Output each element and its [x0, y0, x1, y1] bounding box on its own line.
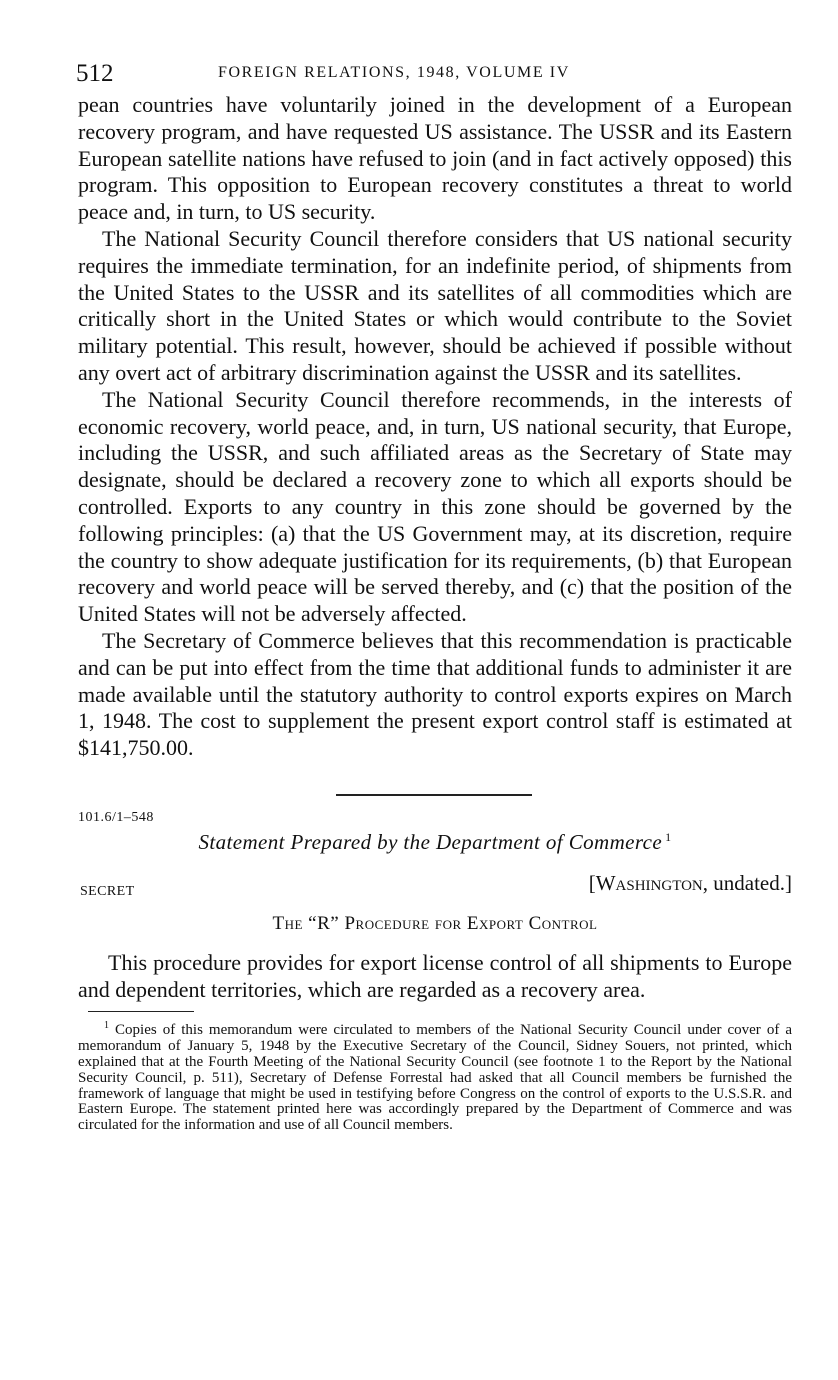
- body-paragraph-continued: pean countries have voluntarily joined in the development of a European recovery program, and have requested US assistance. The USSR and its Eastern European satellite nations have refused to join (and in fact actively opposed) this program. This opposition to European recovery constitutes a threat to world peace and, in turn, to US security.: [78, 92, 792, 225]
- footnote: [78, 1018, 792, 1134]
- body-text: [78, 92, 792, 762]
- page-header: [78, 60, 792, 92]
- page-number: 512: [76, 60, 114, 87]
- document-page: [78, 60, 792, 1134]
- classification-label: SECRET: [80, 883, 135, 899]
- footnote-divider: [88, 1011, 194, 1012]
- dateline-place: Washington: [595, 870, 703, 895]
- procedure-paragraph: This procedure provides for export license control of all shipments to Europe and dependent territories, which are regarded as a recovery area.: [78, 949, 792, 1002]
- footnote-reference: 1: [665, 829, 672, 844]
- section-heading: The “R” Procedure for Export Control: [272, 912, 598, 934]
- document-title: [78, 830, 792, 855]
- body-paragraph: The National Security Council therefore recommends, in the interests of economic recovery, world peace, and, in turn, US national security, that Europe, including the USSR, and such affiliated areas as the Secretary of State may designate, should be declared a recovery zone to which all exports should be controlled. Exports to any country in this zone should be governed by the following principles: (a) that the US Government may, at its discretion, require the country to show adequate justification for its requirements, (b) that European recovery and world peace will be served thereby, and (c) that the position of the United States will not be adversely affected.: [78, 386, 792, 627]
- body-paragraph: The Secretary of Commerce believes that this recommendation is practicable and can be put into effect from the time that additional funds to administer it are made available until the statutory authority to control exports expires on March 1, 1948. The cost to supplement the present export control staff is estimated at $141,750.00.: [78, 627, 792, 761]
- body-paragraph: The National Security Council therefore considers that US national security requires the immediate termination, for an indefinite period, of shipments from the United States to the USSR and its satellites of all commodities which are critically short in the United States or which would contribute to the Soviet military potential. This result, however, should be achieved if possible without any overt act of arbitrary discrimination against the USSR and its satellites.: [78, 225, 792, 385]
- dateline-suffix: , undated.]: [702, 870, 792, 895]
- dateline-prefix: [: [588, 870, 596, 895]
- document-file-number: 101.6/1–548: [78, 809, 154, 825]
- footnote-marker: 1: [104, 1019, 109, 1031]
- dateline: [589, 871, 792, 896]
- footnote-text: Copies of this memorandum were circulated to members of the National Security Council under cover of a memorandum of January 5, 1948 by the Executive Secretary of the Council, Sidney Souers, not printed, which explained that at the Fourth Meeting of the National Security Council (see footnote 1 to the Report by the National Security Council, p. 511), Secretary of Defense Forrestal had asked that all Council members be furnished the framework of language that might be used in testifying before Congress on the control of exports to the U.S.S.R. and Eastern Europe. The statement printed here was accordingly prepared by the Department of Commerce and was circulated for the information and use of all Council members.: [78, 1021, 792, 1134]
- document-title-text: Statement Prepared by the Department of Commerce: [198, 829, 663, 854]
- running-head: FOREIGN RELATIONS, 1948, VOLUME IV: [218, 64, 570, 81]
- document-meta: [78, 871, 792, 901]
- section-divider: [336, 794, 532, 796]
